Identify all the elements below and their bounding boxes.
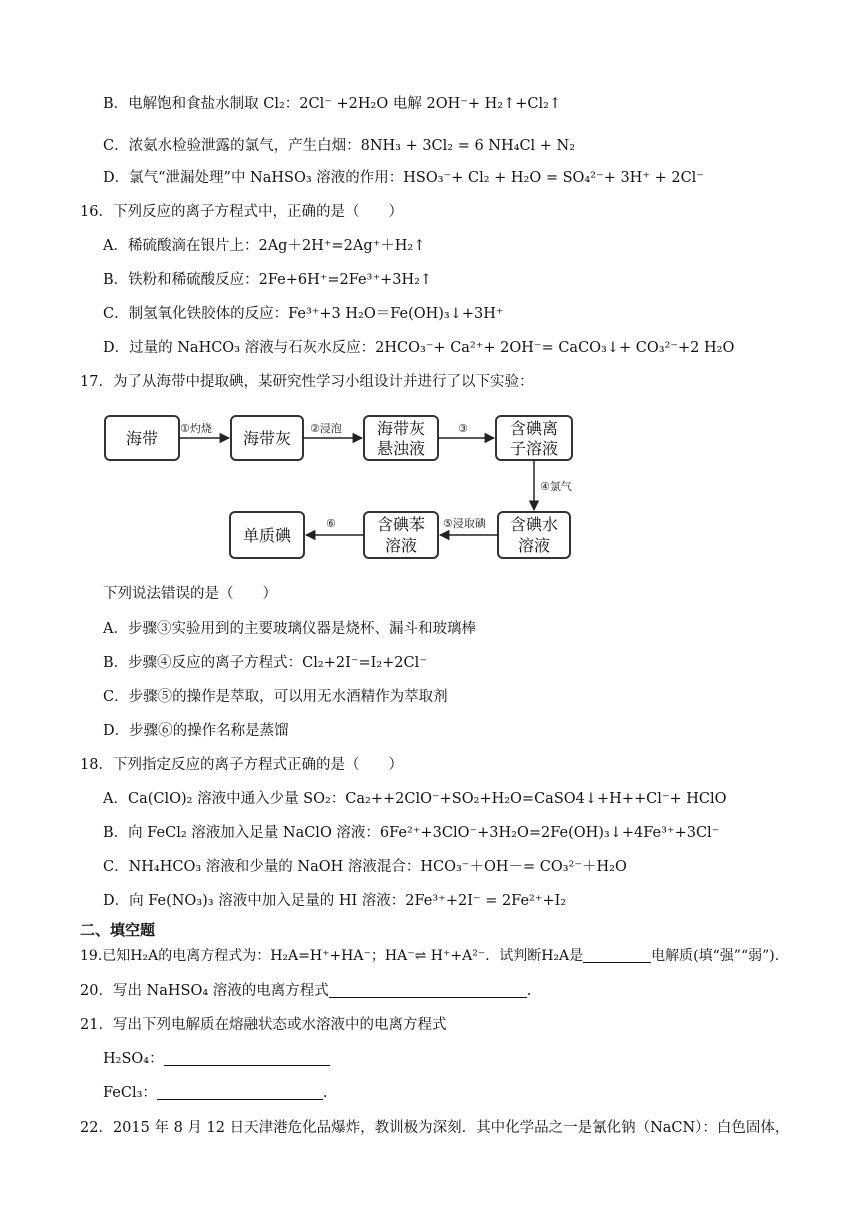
flow-box-5-line1: 含碘水	[509, 515, 559, 534]
step-2-label: ②浸泡	[310, 422, 342, 435]
flow-box-7-label: 单质碘	[242, 526, 292, 545]
section-2-heading: 二、填空题	[80, 921, 156, 939]
step-1-label: ①灼烧	[180, 422, 212, 435]
q16-option-d: D．过量的 NaHCO₃ 溶液与石灰水反应：2HCO₃⁻+ Ca²⁺+ 2OH⁻= CaCO₃↓+ CO₃²⁻+2 H₂O	[103, 340, 735, 356]
q16-option-a: A．稀硫酸滴在银片上：2Ag＋2H⁺=2Ag⁺＋H₂↑	[103, 238, 426, 254]
q21-h2so4-label: H₂SO₄：	[103, 1051, 164, 1067]
flow-box-6-line2: 溶液	[384, 536, 418, 555]
q20-period: .	[526, 983, 532, 999]
q17-sub-stem: 下列说法错误的是（ ）	[103, 586, 277, 602]
q21-fecl3-blank[interactable]	[157, 1083, 323, 1100]
iodine-extraction-flowchart	[100, 410, 580, 570]
step-3-label: ③	[458, 422, 468, 435]
q18-option-a: A．Ca(ClO)₂ 溶液中通入少量 SO₂：Ca₂++2ClO⁻+SO₂+H₂O=CaSO4↓+H++Cl⁻+ HClO	[103, 791, 727, 807]
q20-text: 20．写出 NaHSO₄ 溶液的电离方程式	[80, 983, 329, 999]
q19-text-2: 电解质(填“强”“弱”).	[651, 948, 780, 964]
q20-answer-blank[interactable]	[329, 981, 527, 998]
flow-box-3-line2: 悬浊液	[376, 439, 426, 458]
step-4-label: ④氯气	[540, 480, 572, 493]
q17-option-b: B．步骤④反应的离子方程式：Cl₂+2I⁻=I₂+2Cl⁻	[103, 655, 427, 671]
q21-fecl3-label: FeCl₃：	[103, 1085, 157, 1101]
q17-option-d: D．步骤⑥的操作名称是蒸馏	[103, 723, 289, 739]
q17-option-c: C．步骤⑤的操作是萃取，可以用无水酒精作为萃取剂	[103, 689, 448, 705]
flow-box-3-line1: 海带灰	[376, 419, 426, 438]
q18-option-b: B．向 FeCl₂ 溶液加入足量 NaClO 溶液：6Fe²⁺+3ClO⁻+3H₂O=2Fe(OH)₃↓+4Fe³⁺+3Cl⁻	[103, 825, 720, 841]
question-19	[80, 946, 779, 966]
q16-option-c: C．制氢氧化铁胶体的反应：Fe³⁺+3 H₂O＝Fe(OH)₃↓+3H⁺	[103, 306, 504, 322]
flow-box-2-label: 海带灰	[242, 429, 292, 448]
q15-option-c: C．浓氨水检验泄露的氯气，产生白烟：8NH₃ + 3Cl₂ = 6 NH₄Cl + N₂	[103, 138, 576, 154]
q21-fecl3	[103, 1083, 328, 1103]
q16-option-b: B．铁粉和稀硫酸反应：2Fe+6H⁺=2Fe³⁺+3H₂↑	[103, 272, 433, 288]
flow-box-6-line1: 含碘苯	[376, 515, 426, 534]
question-21-stem: 21．写出下列电解质在熔融状态或水溶液中的电离方程式	[80, 1017, 447, 1033]
q18-option-d: D．向 Fe(NO₃)₃ 溶液中加入足量的 HI 溶液：2Fe³⁺+2I⁻ = 2Fe²⁺+I₂	[103, 893, 567, 909]
question-16-stem: 16．下列反应的离子方程式中，正确的是（ ）	[80, 204, 403, 220]
q19-answer-blank[interactable]	[583, 946, 651, 963]
flow-box-1-label: 海带	[125, 429, 159, 448]
question-18-stem: 18．下列指定反应的离子方程式正确的是（ ）	[80, 757, 403, 773]
q15-option-b: B．电解饱和食盐水制取 Cl₂：2Cl⁻ +2H₂O 电解 2OH⁻+ H₂↑+Cl₂↑	[103, 96, 562, 112]
q18-option-c: C．NH₄HCO₃ 溶液和少量的 NaOH 溶液混合：HCO₃⁻＋OH－= CO₃²⁻＋H₂O	[103, 859, 627, 875]
flow-box-4-line2: 子溶液	[509, 439, 559, 458]
q21-h2so4-blank[interactable]	[164, 1049, 330, 1066]
question-22-stem: 22．2015 年 8 月 12 日天津港危化品爆炸，教训极为深刻．其中化学品之一是氰化钠（NaCN）：白色固体，	[80, 1120, 790, 1136]
flow-box-4-line1: 含碘离	[509, 419, 559, 438]
question-17-stem: 17．为了从海带中提取碘，某研究性学习小组设计并进行了以下实验：	[80, 374, 534, 390]
question-20	[80, 981, 531, 1001]
step-6-label: ⑥	[326, 517, 336, 530]
q17-option-a: A．步骤③实验用到的主要玻璃仪器是烧杯、漏斗和玻璃棒	[103, 621, 476, 637]
q15-option-d: D．氯气“泄漏处理”中 NaHSO₃ 溶液的作用：HSO₃⁻+ Cl₂ + H₂O = SO₄²⁻+ 3H⁺ + 2Cl⁻	[103, 170, 704, 186]
q21-period: .	[322, 1085, 328, 1101]
flow-box-5-line2: 溶液	[517, 536, 551, 555]
q21-h2so4	[103, 1049, 330, 1069]
step-5-label: ⑤浸取碘	[443, 517, 486, 530]
q19-text-1: 19.已知H₂A的电离方程式为：H₂A=H⁺+HA⁻；HA⁻⇌ H⁺+A²⁻．试判断H₂A是	[80, 948, 584, 964]
